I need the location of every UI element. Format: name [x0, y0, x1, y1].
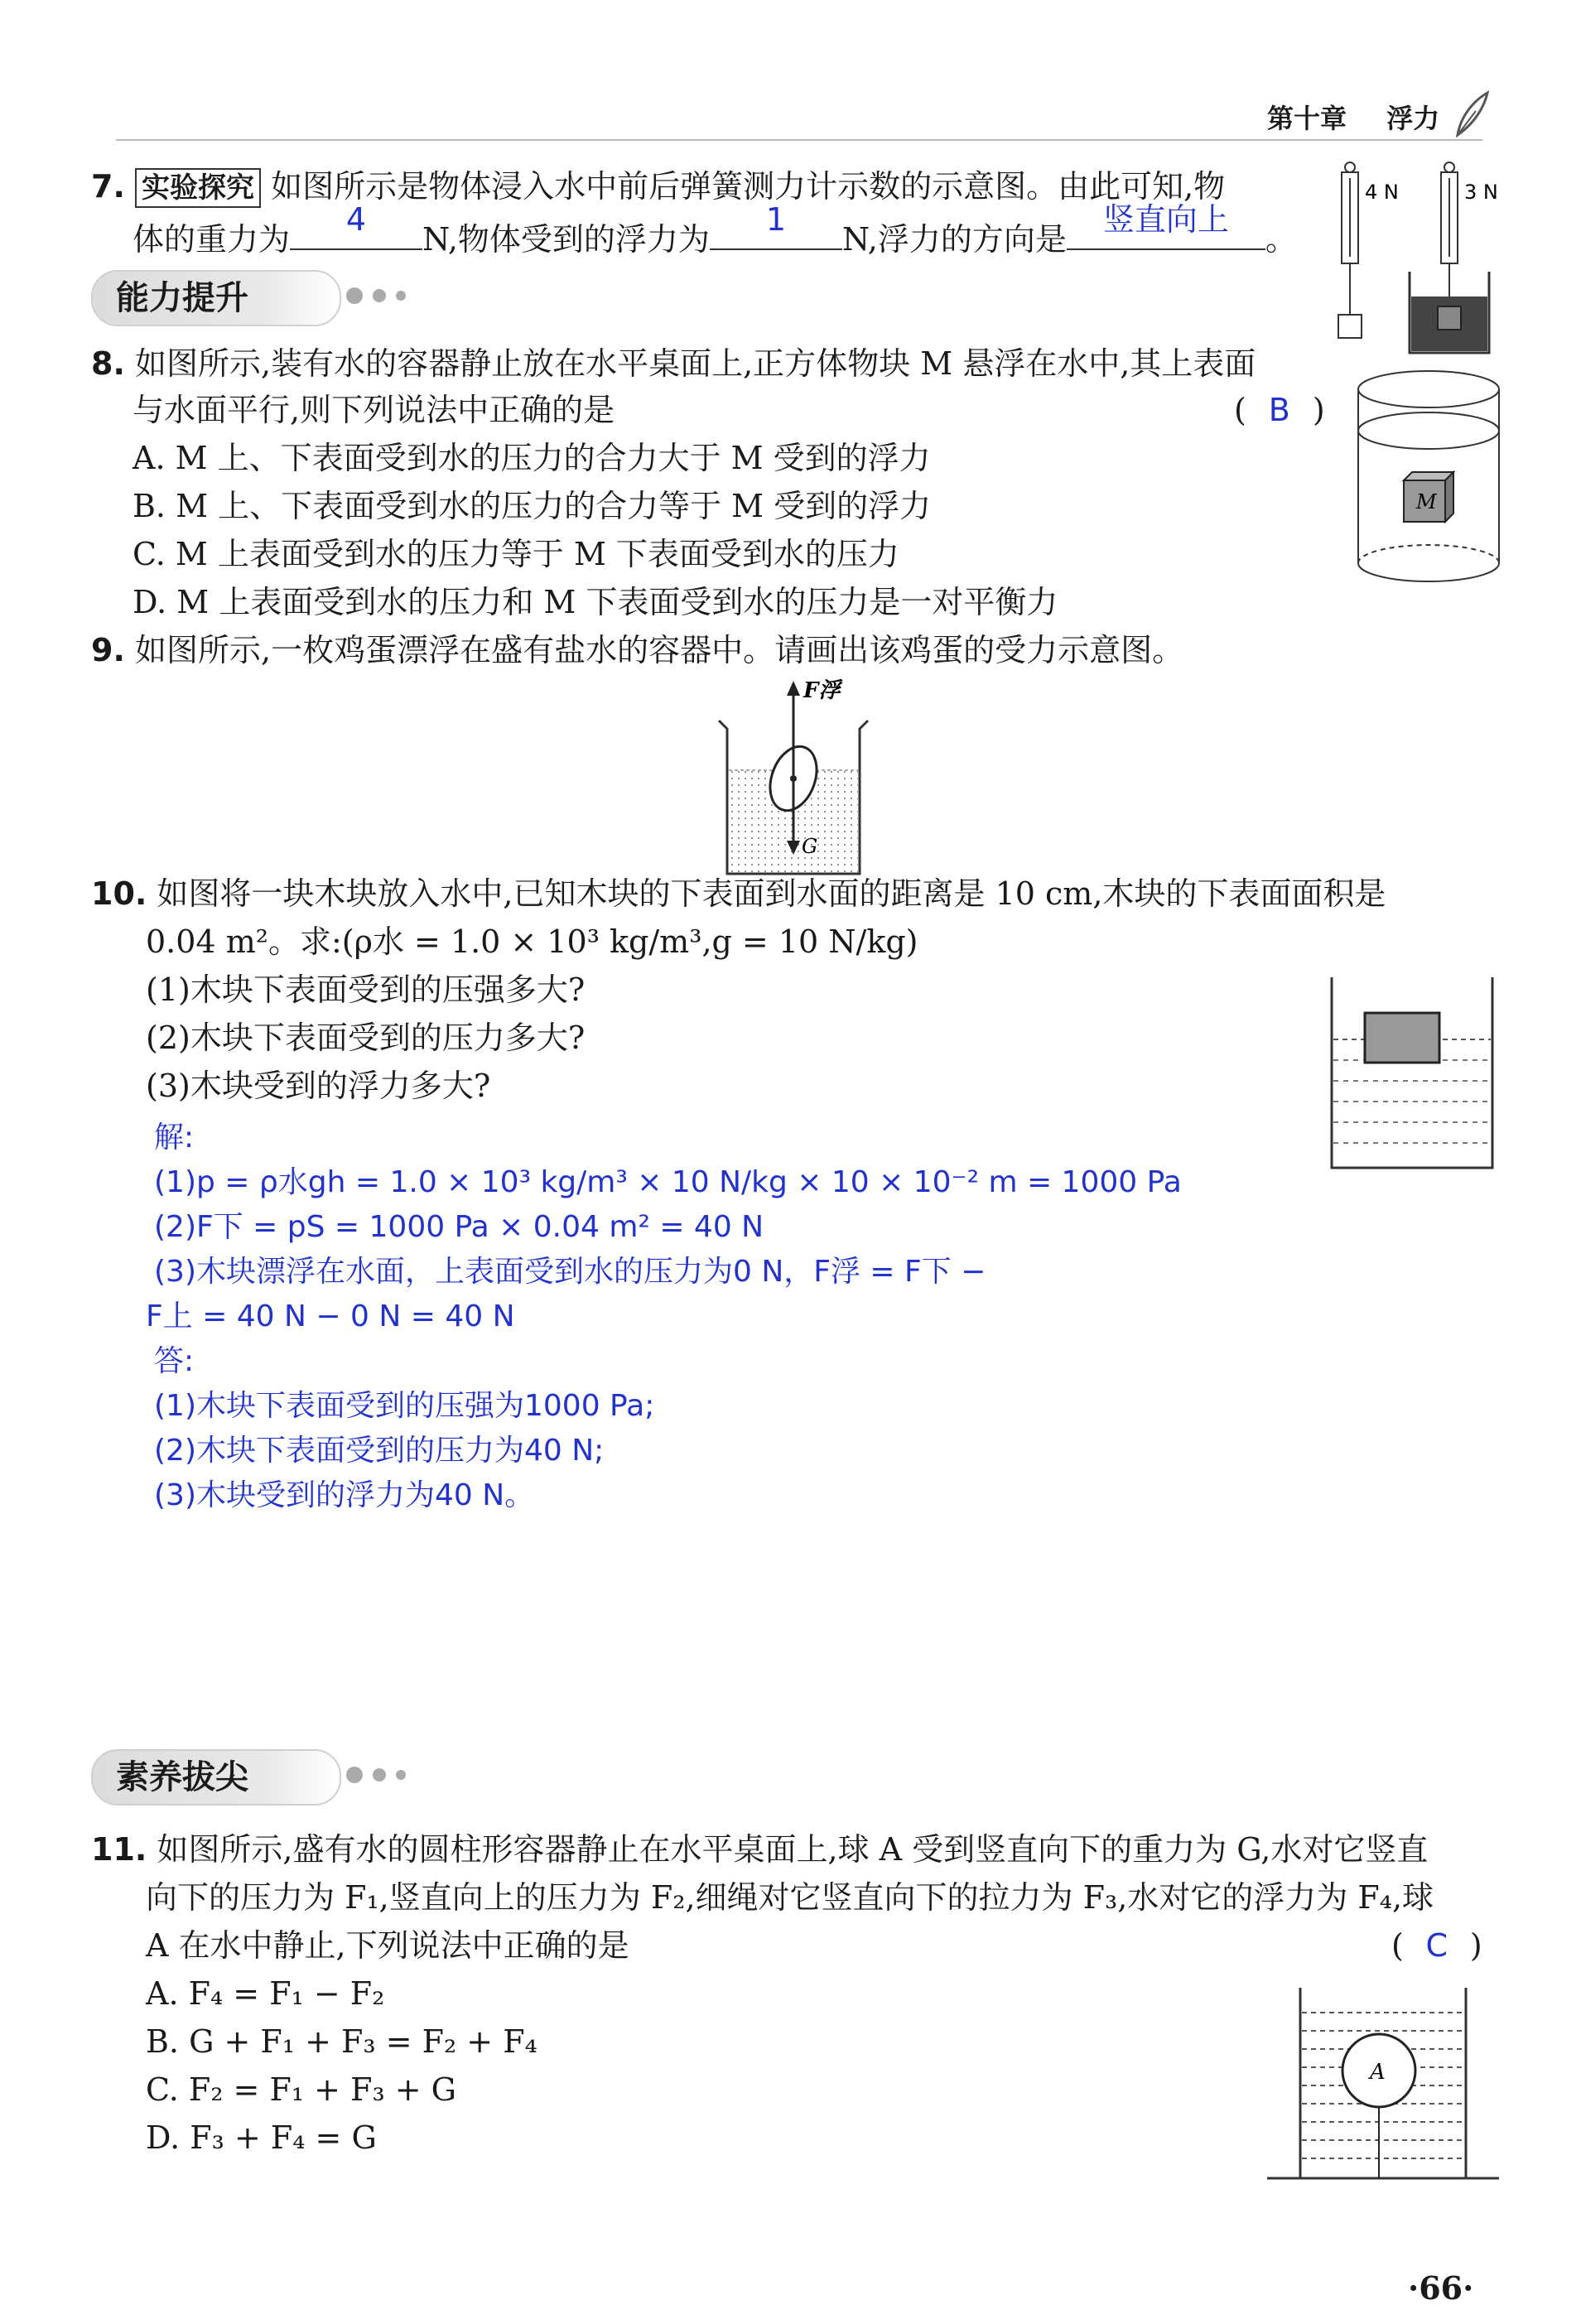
q11-paren-close: ) [1469, 1927, 1482, 1964]
section-title-excellence: 素养拔尖 [116, 1758, 248, 1796]
q7-seg-a: 体的重力为 [133, 221, 291, 258]
chapter-title: 浮力 [1386, 103, 1440, 134]
feather-icon [1451, 89, 1492, 139]
spring-scale-left [1338, 162, 1362, 338]
q8-option-d[interactable]: D. M 上表面受到水的压力和 M 下表面受到水的压力是一对平衡力 [133, 584, 1058, 620]
section-dots-ability [346, 287, 416, 304]
q11-line3: A 在水中静止,下列说法中正确的是 [146, 1927, 629, 1964]
q9-number: 9. [91, 632, 125, 668]
q7-seg-c: N,浮力的方向是 [841, 221, 1067, 258]
q8-option-b[interactable]: B. M 上、下表面受到水的压力的合力等于 M 受到的浮力 [133, 488, 932, 524]
q10-number: 10. [91, 875, 147, 912]
section-header-ability [91, 270, 341, 326]
q11-number: 11. [91, 1831, 147, 1868]
q11-text-line1: 如图所示,盛有水的圆柱形容器静止在水平桌面上,球 A 受到竖直向下的重力为 G,水对它竖直 [157, 1831, 1429, 1868]
q10-line1 [91, 870, 1386, 918]
q10-answer-1: (1)木块下表面受到的压强为1000 Pa; [154, 1389, 655, 1423]
q7-seg-b: N,物体受到的浮力为 [422, 221, 710, 258]
q10-sub1: (1)木块下表面受到的压强多大? [146, 972, 586, 1008]
q8-text-line1: 如图所示,装有水的容器静止放在水平桌面上,正方体物块 M 悬浮在水中,其上表面 [134, 345, 1256, 382]
q10-answer-label: 答: [154, 1344, 195, 1378]
q7-seg-d: 。 [1265, 221, 1297, 258]
q11-answer[interactable]: C [1425, 1927, 1448, 1964]
q7-tag: 实验探究 [135, 168, 261, 208]
section-header-excellence [91, 1749, 341, 1806]
q7-answer-2: 1 [765, 201, 787, 238]
q11-option-d[interactable]: D. F₃ + F₄ = G [146, 2119, 377, 2156]
q9-line1 [91, 626, 1183, 674]
q10-solution-step3a: (3)木块漂浮在水面，上表面受到水的压力为0 N，F浮 = F下 − [154, 1255, 986, 1289]
q10-text-line1: 如图将一块木块放入水中,已知木块的下表面到水面的距离是 10 cm,木块的下表面面积是 [157, 875, 1386, 912]
q8-line2 [133, 386, 615, 434]
q10-sub3: (3)木块受到的浮力多大? [146, 1068, 491, 1104]
q9-label-buoyancy: F浮 [803, 678, 841, 703]
q7-fig-label-1: 4 N [1365, 181, 1399, 204]
q10-line2: 0.04 m²。求:(ρ水 = 1.0 × 10³ kg/m³,g = 10 N/kg) [146, 923, 918, 960]
chapter-label: 第十章 [1267, 103, 1347, 134]
q11-fig-label: A [1370, 2060, 1386, 2085]
q8-option-a[interactable]: A. M 上、下表面受到水的压力的合力大于 M 受到的浮力 [133, 440, 931, 476]
page-number: ·66· [1408, 2269, 1474, 2307]
q10-wood-block-figure [1325, 973, 1499, 1172]
q7-blank-2[interactable] [710, 201, 842, 250]
q10-solution-step1: (1)p = ρ水gh = 1.0 × 10³ kg/m³ × 10 N/kg × 10 × 10⁻² m = 1000 Pa [154, 1165, 1182, 1199]
q7-blank-3[interactable] [1067, 201, 1265, 250]
q11-option-a[interactable]: A. F₄ = F₁ − F₂ [146, 1975, 385, 2012]
q7-number: 7. [91, 168, 125, 205]
q7-blank-1[interactable] [290, 201, 422, 250]
q10-answer-3: (3)木块受到的浮力为40 N。 [154, 1478, 535, 1512]
q11-line2: 向下的压力为 F₁,竖直向上的压力为 F₂,细绳对它竖直向下的拉力为 F₃,水对它的浮力为 F₄,球 [146, 1879, 1434, 1916]
q8-option-c[interactable]: C. M 上表面受到水的压力等于 M 下表面受到水的压力 [133, 536, 899, 572]
q11-paren-open: ( [1391, 1927, 1404, 1964]
chapter-header [1267, 98, 1439, 136]
q8-fig-label: M [1416, 490, 1437, 513]
q11-answer-paren [1391, 1921, 1482, 1970]
q7-spring-scale-figure [1325, 157, 1516, 364]
q8-line1 [91, 340, 1256, 388]
q10-solution-step3b: F上 = 40 N − 0 N = 40 N [146, 1299, 515, 1333]
q7-text-line1: 如图所示是物体浸入水中前后弹簧测力计示数的示意图。由此可知,物 [271, 168, 1226, 205]
q7-answer-3: 竖直向上 [1102, 201, 1229, 238]
section-dots-excellence [346, 1766, 416, 1783]
q10-solution-step2: (2)F下 = pS = 1000 Pa × 0.04 m² = 40 N [154, 1210, 764, 1244]
q8-paren-open: ( [1234, 392, 1246, 428]
q11-option-b[interactable]: B. G + F₁ + F₃ = F₂ + F₄ [146, 2023, 537, 2060]
q10-solution-label: 解: [154, 1121, 195, 1155]
q8-answer-paren [1234, 386, 1325, 434]
q9-label-gravity: G [802, 835, 818, 858]
q11-ball-figure [1267, 1979, 1499, 2187]
q11-line1 [91, 1825, 1428, 1873]
q7-fig-label-2: 3 N [1464, 181, 1498, 204]
q10-answer-2: (2)木块下表面受到的压力为40 N; [154, 1434, 605, 1468]
q9-text-line1: 如图所示,一枚鸡蛋漂浮在盛有盐水的容器中。请画出该鸡蛋的受力示意图。 [134, 632, 1184, 668]
q8-text-line2: 与水面平行,则下列说法中正确的是 [133, 392, 615, 428]
q8-paren-close: ) [1312, 392, 1325, 428]
q8-container-figure [1350, 364, 1507, 596]
q7-answer-1: 4 [345, 201, 367, 238]
q9-beaker-figure[interactable] [711, 671, 876, 886]
header-rule [116, 139, 1482, 141]
q11-option-c[interactable]: C. F₂ = F₁ + F₃ + G [146, 2071, 457, 2108]
section-title-ability: 能力提升 [116, 279, 248, 317]
q8-answer[interactable]: B [1268, 392, 1290, 428]
q7-line2 [133, 201, 1297, 263]
q8-number: 8. [91, 345, 125, 382]
q7-line1 [91, 162, 1225, 210]
q10-sub2: (2)木块下表面受到的压力多大? [146, 1020, 586, 1056]
